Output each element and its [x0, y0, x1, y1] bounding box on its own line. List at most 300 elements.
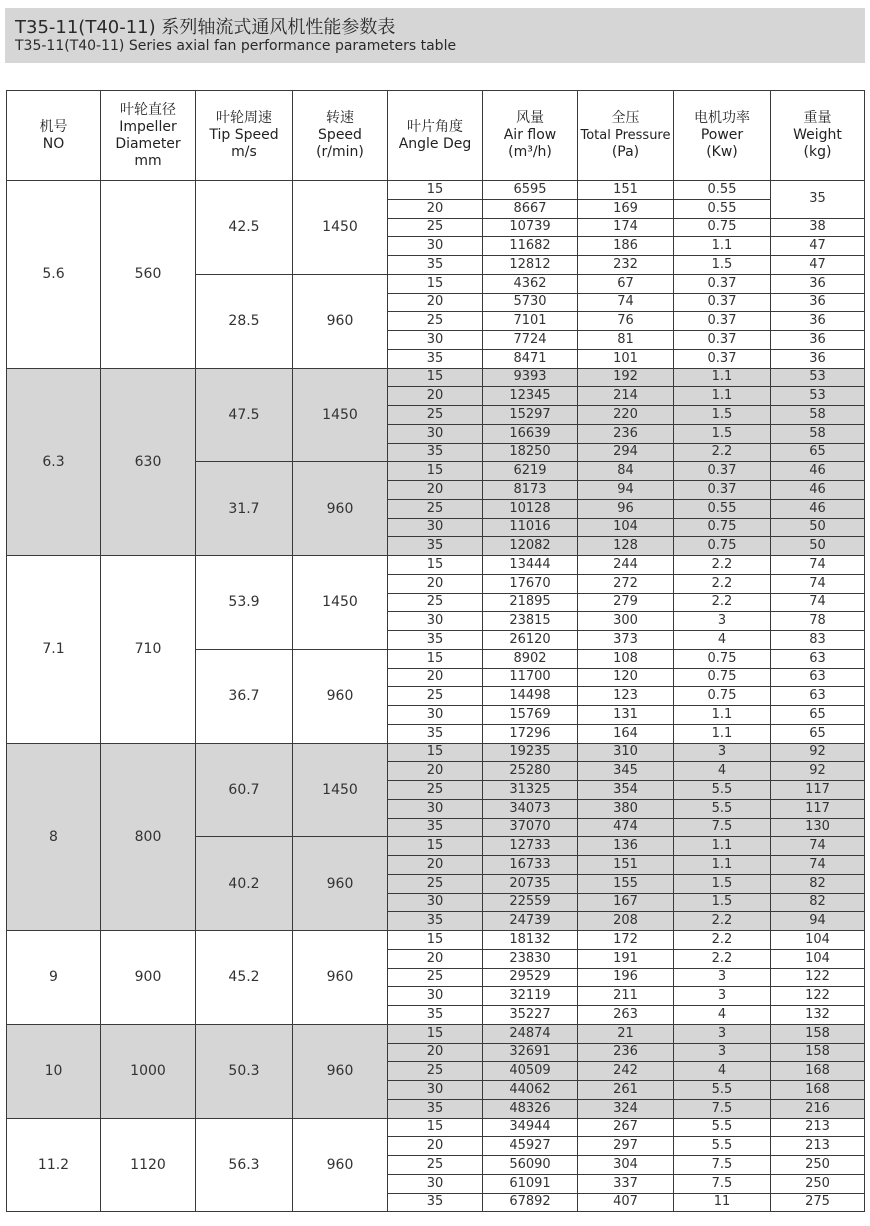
- air-flow-cell: 25280: [483, 762, 578, 781]
- angle-cell: 30: [388, 1174, 483, 1193]
- angle-cell: 15: [388, 1118, 483, 1137]
- weight-cell: 65: [771, 706, 865, 725]
- power-cell: 3: [674, 1043, 771, 1062]
- power-cell: 0.75: [674, 649, 771, 668]
- weight-cell: 250: [771, 1174, 865, 1193]
- angle-cell: 30: [388, 612, 483, 631]
- air-flow-cell: 11682: [483, 237, 578, 256]
- tip-speed-cell: 47.5: [196, 368, 293, 462]
- total-pressure-cell: 337: [578, 1174, 674, 1193]
- total-pressure-cell: 300: [578, 612, 674, 631]
- air-flow-cell: 56090: [483, 1156, 578, 1175]
- model-number-cell: 5.6: [7, 181, 101, 369]
- angle-cell: 35: [388, 818, 483, 837]
- air-flow-cell: 29529: [483, 968, 578, 987]
- power-cell: 1.1: [674, 706, 771, 725]
- impeller-diameter-cell: 1000: [101, 1024, 196, 1118]
- impeller-diameter-cell: 800: [101, 743, 196, 931]
- air-flow-cell: 31325: [483, 781, 578, 800]
- column-header-line: Tip Speed: [209, 127, 279, 143]
- weight-cell: 78: [771, 612, 865, 631]
- column-header-line: (Kw): [706, 144, 738, 160]
- angle-cell: 15: [388, 649, 483, 668]
- total-pressure-cell: 236: [578, 1043, 674, 1062]
- power-cell: 1.1: [674, 837, 771, 856]
- impeller-diameter-cell: 560: [101, 181, 196, 369]
- column-header-line: (Pa): [611, 144, 640, 160]
- angle-cell: 35: [388, 349, 483, 368]
- model-number-cell: 8: [7, 743, 101, 931]
- total-pressure-cell: 208: [578, 912, 674, 931]
- weight-cell: 82: [771, 893, 865, 912]
- air-flow-cell: 10739: [483, 218, 578, 237]
- column-header-line: Power: [700, 127, 744, 143]
- column-header: [388, 91, 483, 181]
- weight-cell: 158: [771, 1024, 865, 1043]
- air-flow-cell: 67892: [483, 1193, 578, 1212]
- total-pressure-cell: 304: [578, 1156, 674, 1175]
- angle-cell: 30: [388, 424, 483, 443]
- weight-cell: 65: [771, 443, 865, 462]
- total-pressure-cell: 164: [578, 724, 674, 743]
- air-flow-cell: 11700: [483, 668, 578, 687]
- power-cell: 4: [674, 762, 771, 781]
- weight-cell: 122: [771, 987, 865, 1006]
- weight-cell: 36: [771, 274, 865, 293]
- angle-cell: 20: [388, 574, 483, 593]
- weight-cell: 104: [771, 931, 865, 950]
- power-cell: 5.5: [674, 1137, 771, 1156]
- air-flow-cell: 35227: [483, 1006, 578, 1025]
- power-cell: 1.1: [674, 724, 771, 743]
- angle-cell: 15: [388, 837, 483, 856]
- air-flow-cell: 20735: [483, 874, 578, 893]
- power-cell: 5.5: [674, 1081, 771, 1100]
- power-cell: 0.37: [674, 462, 771, 481]
- power-cell: 0.37: [674, 274, 771, 293]
- power-cell: 4: [674, 1006, 771, 1025]
- performance-table: [6, 90, 865, 1212]
- angle-cell: 15: [388, 274, 483, 293]
- total-pressure-cell: 192: [578, 368, 674, 387]
- air-flow-cell: 44062: [483, 1081, 578, 1100]
- angle-cell: 20: [388, 481, 483, 500]
- total-pressure-cell: 211: [578, 987, 674, 1006]
- tip-speed-cell: 45.2: [196, 931, 293, 1025]
- power-cell: 2.2: [674, 574, 771, 593]
- column-header-line: 机号: [39, 118, 68, 135]
- air-flow-cell: 23830: [483, 949, 578, 968]
- total-pressure-cell: 191: [578, 949, 674, 968]
- total-pressure-cell: 380: [578, 799, 674, 818]
- power-cell: 3: [674, 1024, 771, 1043]
- weight-cell: 74: [771, 856, 865, 875]
- air-flow-cell: 34073: [483, 799, 578, 818]
- column-header: [7, 91, 101, 181]
- title-banner: [5, 8, 865, 63]
- power-cell: 1.5: [674, 256, 771, 275]
- weight-cell: 38: [771, 218, 865, 237]
- weight-cell: 275: [771, 1193, 865, 1212]
- air-flow-cell: 12345: [483, 387, 578, 406]
- total-pressure-cell: 101: [578, 349, 674, 368]
- air-flow-cell: 23815: [483, 612, 578, 631]
- column-header-line: Angle Deg: [398, 135, 472, 152]
- weight-cell: 36: [771, 293, 865, 312]
- angle-cell: 30: [388, 893, 483, 912]
- power-cell: 1.1: [674, 237, 771, 256]
- impeller-diameter-cell: 900: [101, 931, 196, 1025]
- angle-cell: 20: [388, 668, 483, 687]
- angle-cell: 25: [388, 968, 483, 987]
- total-pressure-cell: 172: [578, 931, 674, 950]
- weight-cell: 63: [771, 687, 865, 706]
- column-header-line: 叶片角度: [407, 118, 463, 135]
- angle-cell: 20: [388, 199, 483, 218]
- weight-cell: 250: [771, 1156, 865, 1175]
- angle-cell: 35: [388, 1006, 483, 1025]
- power-cell: 0.75: [674, 518, 771, 537]
- weight-cell: 47: [771, 256, 865, 275]
- weight-cell: 46: [771, 499, 865, 518]
- model-number-cell: 9: [7, 931, 101, 1025]
- total-pressure-cell: 345: [578, 762, 674, 781]
- total-pressure-cell: 108: [578, 649, 674, 668]
- speed-cell: 960: [293, 274, 388, 368]
- column-header-line: 重量: [803, 110, 832, 126]
- power-cell: 0.37: [674, 331, 771, 350]
- table-row: [7, 1024, 865, 1043]
- column-header-line: (m³/h): [508, 144, 552, 160]
- speed-cell: 960: [293, 837, 388, 931]
- column-header-line: Impeller: [119, 118, 177, 135]
- speed-cell: 960: [293, 1024, 388, 1118]
- column-header-line: Air flow: [503, 127, 557, 143]
- air-flow-cell: 17670: [483, 574, 578, 593]
- angle-cell: 25: [388, 687, 483, 706]
- air-flow-cell: 17296: [483, 724, 578, 743]
- column-header-line: m/s: [231, 144, 257, 160]
- total-pressure-cell: 81: [578, 331, 674, 350]
- power-cell: 3: [674, 612, 771, 631]
- total-pressure-cell: 324: [578, 1099, 674, 1118]
- weight-cell: 92: [771, 743, 865, 762]
- table-row: [7, 181, 865, 200]
- weight-cell: 213: [771, 1118, 865, 1137]
- weight-cell: 74: [771, 837, 865, 856]
- total-pressure-cell: 131: [578, 706, 674, 725]
- total-pressure-cell: 169: [578, 199, 674, 218]
- total-pressure-cell: 474: [578, 818, 674, 837]
- weight-cell: 83: [771, 631, 865, 650]
- column-header-line: Diameter: [115, 135, 181, 152]
- air-flow-cell: 32119: [483, 987, 578, 1006]
- speed-cell: 1450: [293, 556, 388, 650]
- power-cell: 3: [674, 968, 771, 987]
- speed-cell: 1450: [293, 743, 388, 837]
- power-cell: 0.75: [674, 537, 771, 556]
- tip-speed-cell: 50.3: [196, 1024, 293, 1118]
- total-pressure-cell: 186: [578, 237, 674, 256]
- weight-cell: 74: [771, 556, 865, 575]
- speed-cell: 960: [293, 931, 388, 1025]
- power-cell: 2.2: [674, 931, 771, 950]
- total-pressure-cell: 120: [578, 668, 674, 687]
- power-cell: 0.37: [674, 349, 771, 368]
- column-header-line: 转速: [326, 110, 354, 126]
- weight-cell: 168: [771, 1081, 865, 1100]
- air-flow-cell: 11016: [483, 518, 578, 537]
- weight-cell: 36: [771, 349, 865, 368]
- power-cell: 5.5: [674, 799, 771, 818]
- model-number-cell: 11.2: [7, 1118, 101, 1212]
- column-header: [674, 91, 771, 181]
- total-pressure-cell: 232: [578, 256, 674, 275]
- air-flow-cell: 32691: [483, 1043, 578, 1062]
- tip-speed-cell: 28.5: [196, 274, 293, 368]
- weight-cell: 36: [771, 312, 865, 331]
- air-flow-cell: 22559: [483, 893, 578, 912]
- angle-cell: 15: [388, 462, 483, 481]
- angle-cell: 35: [388, 1193, 483, 1212]
- air-flow-cell: 8902: [483, 649, 578, 668]
- weight-cell: 36: [771, 331, 865, 350]
- total-pressure-cell: 151: [578, 856, 674, 875]
- weight-cell: 65: [771, 724, 865, 743]
- total-pressure-cell: 67: [578, 274, 674, 293]
- angle-cell: 30: [388, 331, 483, 350]
- angle-cell: 20: [388, 293, 483, 312]
- angle-cell: 15: [388, 556, 483, 575]
- total-pressure-cell: 373: [578, 631, 674, 650]
- weight-cell: 58: [771, 424, 865, 443]
- air-flow-cell: 14498: [483, 687, 578, 706]
- air-flow-cell: 15297: [483, 406, 578, 425]
- weight-cell: 47: [771, 237, 865, 256]
- power-cell: 0.37: [674, 481, 771, 500]
- column-header-line: (kg): [803, 144, 832, 160]
- table-body: [7, 181, 865, 1212]
- air-flow-cell: 6219: [483, 462, 578, 481]
- angle-cell: 25: [388, 781, 483, 800]
- total-pressure-cell: 21: [578, 1024, 674, 1043]
- total-pressure-cell: 244: [578, 556, 674, 575]
- total-pressure-cell: 74: [578, 293, 674, 312]
- tip-speed-cell: 60.7: [196, 743, 293, 837]
- power-cell: 2.2: [674, 556, 771, 575]
- tip-speed-cell: 31.7: [196, 462, 293, 556]
- weight-cell: 132: [771, 1006, 865, 1025]
- power-cell: 1.1: [674, 856, 771, 875]
- column-header-line: 全压: [611, 110, 640, 126]
- model-number-cell: 7.1: [7, 556, 101, 744]
- angle-cell: 35: [388, 443, 483, 462]
- angle-cell: 25: [388, 593, 483, 612]
- power-cell: 2.2: [674, 443, 771, 462]
- total-pressure-cell: 196: [578, 968, 674, 987]
- table-header-row: [7, 91, 865, 181]
- angle-cell: 30: [388, 237, 483, 256]
- total-pressure-cell: 220: [578, 406, 674, 425]
- column-header-line: NO: [42, 135, 65, 152]
- air-flow-cell: 24739: [483, 912, 578, 931]
- angle-cell: 30: [388, 987, 483, 1006]
- weight-cell: 35: [771, 181, 865, 219]
- speed-cell: 1450: [293, 368, 388, 462]
- air-flow-cell: 7101: [483, 312, 578, 331]
- impeller-diameter-cell: 630: [101, 368, 196, 556]
- angle-cell: 25: [388, 312, 483, 331]
- air-flow-cell: 61091: [483, 1174, 578, 1193]
- power-cell: 0.75: [674, 668, 771, 687]
- angle-cell: 30: [388, 799, 483, 818]
- column-header: [483, 91, 578, 181]
- total-pressure-cell: 279: [578, 593, 674, 612]
- weight-cell: 74: [771, 593, 865, 612]
- table-row: [7, 556, 865, 575]
- angle-cell: 15: [388, 743, 483, 762]
- power-cell: 11: [674, 1193, 771, 1212]
- air-flow-cell: 16639: [483, 424, 578, 443]
- angle-cell: 20: [388, 949, 483, 968]
- power-cell: 5.5: [674, 1118, 771, 1137]
- power-cell: 0.37: [674, 312, 771, 331]
- total-pressure-cell: 236: [578, 424, 674, 443]
- tip-speed-cell: 40.2: [196, 837, 293, 931]
- total-pressure-cell: 174: [578, 218, 674, 237]
- table-row: [7, 1118, 865, 1137]
- weight-cell: 117: [771, 799, 865, 818]
- air-flow-cell: 37070: [483, 818, 578, 837]
- total-pressure-cell: 167: [578, 893, 674, 912]
- impeller-diameter-cell: 1120: [101, 1118, 196, 1212]
- power-cell: 1.1: [674, 368, 771, 387]
- total-pressure-cell: 84: [578, 462, 674, 481]
- power-cell: 0.55: [674, 181, 771, 200]
- tip-speed-cell: 36.7: [196, 649, 293, 743]
- power-cell: 0.55: [674, 199, 771, 218]
- power-cell: 1.1: [674, 387, 771, 406]
- tip-speed-cell: 42.5: [196, 181, 293, 275]
- total-pressure-cell: 155: [578, 874, 674, 893]
- weight-cell: 58: [771, 406, 865, 425]
- angle-cell: 20: [388, 1137, 483, 1156]
- angle-cell: 25: [388, 1156, 483, 1175]
- power-cell: 3: [674, 743, 771, 762]
- weight-cell: 63: [771, 649, 865, 668]
- power-cell: 1.5: [674, 874, 771, 893]
- angle-cell: 20: [388, 762, 483, 781]
- weight-cell: 104: [771, 949, 865, 968]
- power-cell: 4: [674, 631, 771, 650]
- speed-cell: 1450: [293, 181, 388, 275]
- weight-cell: 46: [771, 481, 865, 500]
- column-header: [196, 91, 293, 181]
- air-flow-cell: 48326: [483, 1099, 578, 1118]
- weight-cell: 63: [771, 668, 865, 687]
- power-cell: 7.5: [674, 1156, 771, 1175]
- total-pressure-cell: 128: [578, 537, 674, 556]
- air-flow-cell: 12812: [483, 256, 578, 275]
- air-flow-cell: 4362: [483, 274, 578, 293]
- column-header-line: mm: [134, 152, 162, 169]
- speed-cell: 960: [293, 649, 388, 743]
- angle-cell: 30: [388, 706, 483, 725]
- air-flow-cell: 21895: [483, 593, 578, 612]
- total-pressure-cell: 297: [578, 1137, 674, 1156]
- weight-cell: 94: [771, 912, 865, 931]
- total-pressure-cell: 261: [578, 1081, 674, 1100]
- air-flow-cell: 13444: [483, 556, 578, 575]
- power-cell: 0.75: [674, 218, 771, 237]
- power-cell: 4: [674, 1062, 771, 1081]
- air-flow-cell: 18132: [483, 931, 578, 950]
- impeller-diameter-cell: 710: [101, 556, 196, 744]
- weight-cell: 92: [771, 762, 865, 781]
- power-cell: 1.5: [674, 406, 771, 425]
- table-row: [7, 931, 865, 950]
- total-pressure-cell: 354: [578, 781, 674, 800]
- total-pressure-cell: 214: [578, 387, 674, 406]
- weight-cell: 50: [771, 537, 865, 556]
- air-flow-cell: 5730: [483, 293, 578, 312]
- column-header-line: (r/min): [316, 144, 364, 160]
- weight-cell: 130: [771, 818, 865, 837]
- air-flow-cell: 16733: [483, 856, 578, 875]
- air-flow-cell: 24874: [483, 1024, 578, 1043]
- air-flow-cell: 9393: [483, 368, 578, 387]
- angle-cell: 15: [388, 368, 483, 387]
- air-flow-cell: 8471: [483, 349, 578, 368]
- air-flow-cell: 12733: [483, 837, 578, 856]
- angle-cell: 20: [388, 1043, 483, 1062]
- power-cell: 3: [674, 987, 771, 1006]
- angle-cell: 35: [388, 724, 483, 743]
- total-pressure-cell: 272: [578, 574, 674, 593]
- angle-cell: 25: [388, 874, 483, 893]
- air-flow-cell: 8173: [483, 481, 578, 500]
- column-header-line: 电机功率: [694, 110, 750, 126]
- angle-cell: 35: [388, 631, 483, 650]
- power-cell: 5.5: [674, 781, 771, 800]
- total-pressure-cell: 294: [578, 443, 674, 462]
- total-pressure-cell: 242: [578, 1062, 674, 1081]
- power-cell: 7.5: [674, 818, 771, 837]
- power-cell: 7.5: [674, 1099, 771, 1118]
- weight-cell: 82: [771, 874, 865, 893]
- angle-cell: 25: [388, 218, 483, 237]
- total-pressure-cell: 76: [578, 312, 674, 331]
- power-cell: 2.2: [674, 912, 771, 931]
- air-flow-cell: 12082: [483, 537, 578, 556]
- total-pressure-cell: 123: [578, 687, 674, 706]
- angle-cell: 20: [388, 387, 483, 406]
- power-cell: 0.75: [674, 687, 771, 706]
- speed-cell: 960: [293, 1118, 388, 1212]
- angle-cell: 20: [388, 856, 483, 875]
- power-cell: 2.2: [674, 593, 771, 612]
- air-flow-cell: 8667: [483, 199, 578, 218]
- power-cell: 7.5: [674, 1174, 771, 1193]
- column-header-line: 叶轮周速: [216, 110, 272, 126]
- weight-cell: 53: [771, 368, 865, 387]
- angle-cell: 35: [388, 1099, 483, 1118]
- column-header-line: 叶轮直径: [120, 101, 176, 118]
- total-pressure-cell: 310: [578, 743, 674, 762]
- weight-cell: 168: [771, 1062, 865, 1081]
- weight-cell: 216: [771, 1099, 865, 1118]
- angle-cell: 15: [388, 181, 483, 200]
